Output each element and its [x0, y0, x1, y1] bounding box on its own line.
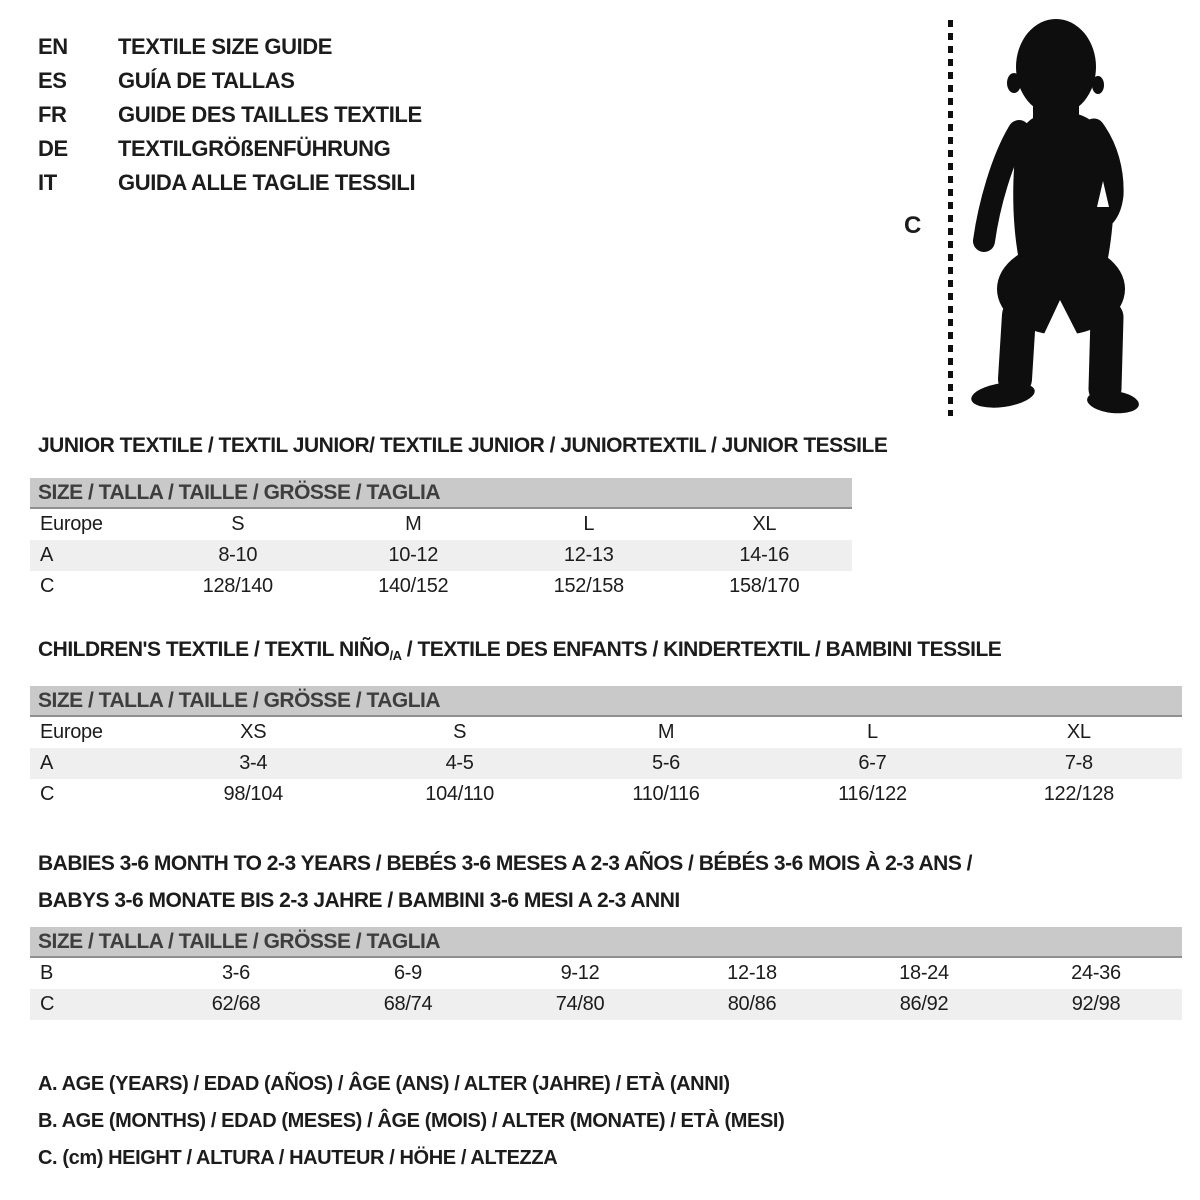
table-row-age: [30, 748, 1182, 779]
table-cell: 116/122: [838, 783, 907, 805]
column-header: XL: [752, 513, 777, 535]
language-row-it: [38, 166, 422, 200]
legend: [38, 1066, 784, 1177]
children-title-text: / TEXTILE DES ENFANTS / KINDERTEXTIL / BAMBINI TESSILE: [401, 638, 1002, 661]
table-cell: 74/80: [555, 993, 605, 1015]
column-header: XS: [240, 721, 267, 743]
legend-line-b: B. AGE (MONTHS) / EDAD (MESES) / ÂGE (MOIS) / ALTER (MONATE) / ETÀ (MESI): [38, 1110, 785, 1132]
children-size-table: [30, 686, 1182, 810]
table-cell: 8-10: [218, 544, 258, 566]
language-row-fr: [38, 98, 422, 132]
table-row-age-months: [30, 958, 1182, 989]
language-label: GUÍA DE TALLAS: [118, 68, 295, 93]
table-cell: 14-16: [739, 544, 790, 566]
language-code: EN: [38, 34, 68, 59]
table-cell: 10-12: [388, 544, 439, 566]
table-cell: 104/110: [425, 783, 494, 805]
table-cell: 110/116: [632, 783, 700, 805]
language-label: TEXTILE SIZE GUIDE: [118, 34, 333, 59]
column-header: S: [453, 721, 467, 743]
toddler-silhouette-icon: [957, 16, 1142, 418]
language-label: GUIDA ALLE TAGLIE TESSILI: [118, 170, 416, 195]
table-cell: 122/128: [1043, 783, 1114, 805]
language-code: DE: [38, 136, 68, 161]
language-row-en: [38, 30, 422, 64]
language-list: [38, 30, 422, 200]
language-row-de: [38, 132, 422, 166]
table-row-height: [30, 779, 1182, 810]
table-cell: 5-6: [652, 752, 681, 774]
language-code: ES: [38, 68, 67, 93]
table-cell: 12-18: [727, 962, 777, 984]
children-title-subscript: /A: [389, 648, 402, 663]
table-cell: 3-6: [221, 962, 250, 984]
table-cell: 140/152: [378, 575, 449, 597]
babies-section-title: [38, 845, 972, 919]
size-header-bar: [30, 478, 852, 509]
table-cell: 6-7: [858, 752, 887, 774]
table-header-row: [30, 717, 1182, 748]
table-row-height: [30, 989, 1182, 1020]
table-cell: 128/140: [202, 575, 273, 597]
size-header-text: SIZE / TALLA / TAILLE / GRÖSSE / TAGLIA: [38, 480, 441, 504]
babies-title-line2: BABYS 3-6 MONATE BIS 2-3 JAHRE / BAMBINI 3-6 MESI A 2-3 ANNI: [38, 889, 680, 912]
language-label: GUIDE DES TAILLES TEXTILE: [118, 102, 422, 127]
size-header-bar: [30, 927, 1182, 958]
table-cell: 92/98: [1071, 993, 1121, 1015]
size-header-text: SIZE / TALLA / TAILLE / GRÖSSE / TAGLIA: [38, 929, 441, 953]
size-header-text: SIZE / TALLA / TAILLE / GRÖSSE / TAGLIA: [38, 688, 441, 712]
language-label: TEXTILGRÖßENFÜHRUNG: [118, 136, 391, 161]
children-section-title: [38, 638, 1001, 662]
row-label: C: [40, 783, 55, 805]
size-header-bar: [30, 686, 1182, 717]
table-cell: 18-24: [899, 962, 949, 984]
column-header: Europe: [40, 513, 103, 535]
column-header: L: [867, 721, 878, 743]
table-cell: 62/68: [211, 993, 261, 1015]
language-code: FR: [38, 102, 67, 127]
table-row-height: [30, 571, 852, 602]
table-cell: 24-36: [1071, 962, 1121, 984]
babies-size-table: [30, 927, 1182, 1020]
row-label: A: [40, 752, 54, 774]
table-cell: 6-9: [393, 962, 422, 984]
language-code: IT: [38, 170, 57, 195]
table-cell: 158/170: [729, 575, 800, 597]
legend-line-c: C. (cm) HEIGHT / ALTURA / HAUTEUR / HÖHE / ALTEZZA: [38, 1147, 558, 1169]
height-measure-label: C: [904, 212, 922, 239]
table-cell: 86/92: [899, 993, 949, 1015]
row-label: C: [40, 575, 55, 597]
table-cell: 9-12: [560, 962, 600, 984]
junior-section-title: JUNIOR TEXTILE / TEXTIL JUNIOR/ TEXTILE JUNIOR / JUNIORTEXTIL / JUNIOR TESSILE: [38, 434, 888, 457]
column-header: M: [405, 513, 422, 535]
column-header: S: [231, 513, 245, 535]
children-title-text: CHILDREN'S TEXTILE / TEXTIL NIÑO: [38, 638, 390, 661]
row-label: B: [40, 962, 54, 984]
table-cell: 12-13: [563, 544, 614, 566]
height-measure-dashed-line: [948, 20, 953, 416]
junior-size-table: [30, 478, 852, 602]
legend-line-a: A. AGE (YEARS) / EDAD (AÑOS) / ÂGE (ANS) / ALTER (JAHRE) / ETÀ (ANNI): [38, 1073, 730, 1095]
table-row-age: [30, 540, 852, 571]
babies-title-line1: BABIES 3-6 MONTH TO 2-3 YEARS / BEBÉS 3-6 MESES A 2-3 AÑOS / BÉBÉS 3-6 MOIS À 2-3 ANS /: [38, 852, 973, 875]
table-cell: 4-5: [445, 752, 474, 774]
table-header-row: [30, 509, 852, 540]
column-header: XL: [1066, 721, 1091, 743]
table-cell: 98/104: [223, 783, 283, 805]
table-cell: 7-8: [1064, 752, 1093, 774]
column-header: Europe: [40, 721, 103, 743]
row-label: A: [40, 544, 54, 566]
table-cell: 68/74: [383, 993, 433, 1015]
row-label: C: [40, 993, 55, 1015]
language-row-es: [38, 64, 422, 98]
column-header: M: [657, 721, 675, 743]
table-cell: 152/158: [553, 575, 624, 597]
table-cell: 3-4: [239, 752, 268, 774]
column-header: L: [583, 513, 595, 535]
table-cell: 80/86: [727, 993, 777, 1015]
